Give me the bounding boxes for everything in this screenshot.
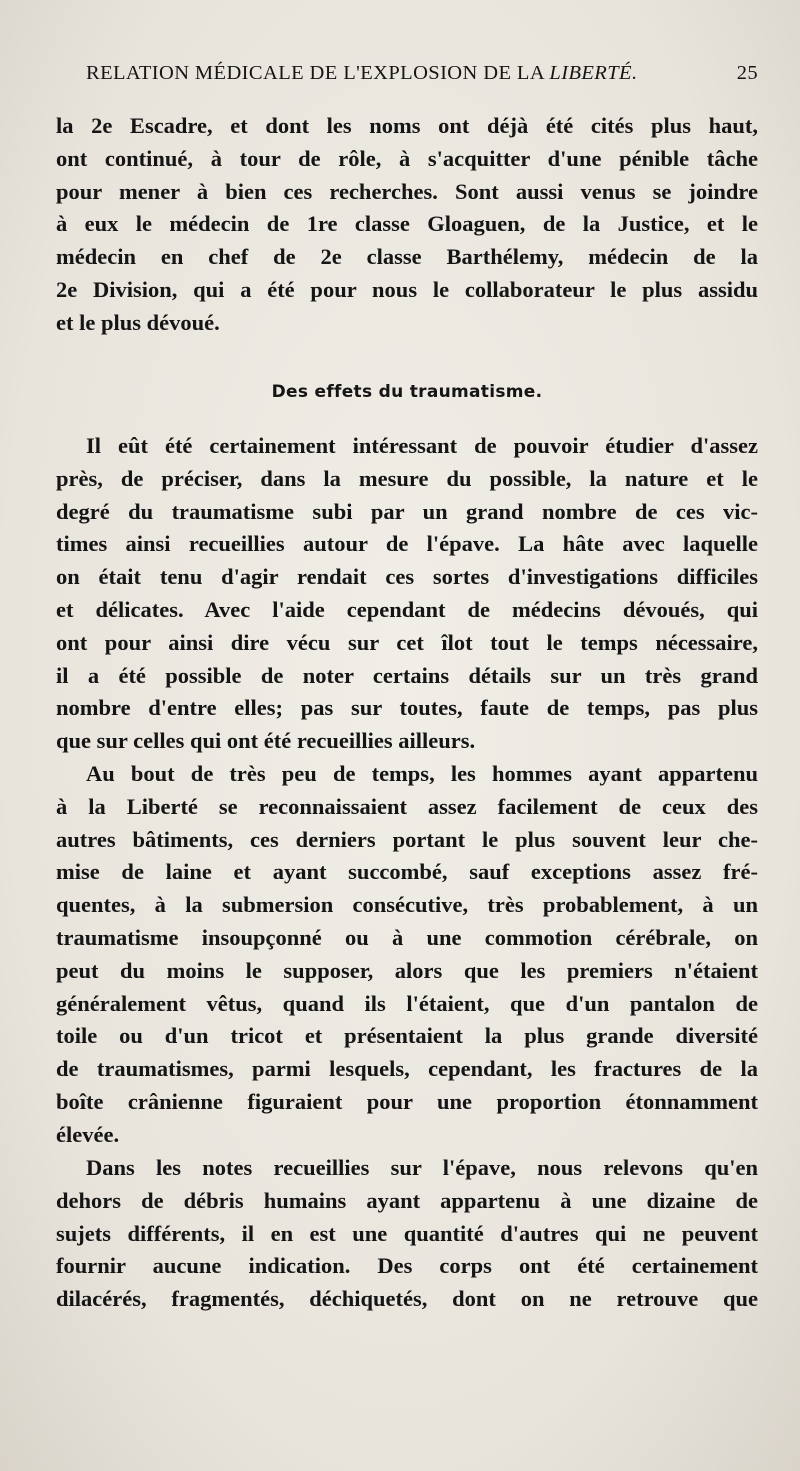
text-line: degré du traumatisme subi par un grand nombre de ces vic-: [56, 498, 758, 524]
text-line: et délicates. Avec l'aide cependant de médecins dévoués, qui: [56, 596, 758, 622]
paragraph-4: [56, 1152, 758, 1316]
page-number: 25: [736, 62, 758, 84]
text-line: boîte crânienne figuraient pour une proportion étonnamment: [56, 1088, 758, 1114]
paragraph-3: [56, 758, 758, 1152]
section-heading: Des effets du traumatisme.: [271, 382, 543, 402]
text-line: près, de préciser, dans la mesure du possible, la nature et le: [56, 465, 758, 491]
text-line: à la Liberté se reconnaissaient assez facilement de ceux des: [56, 793, 758, 819]
text-line: traumatisme insoupçonné ou à une commotion cérébrale, on: [56, 924, 758, 950]
text-line: ont pour ainsi dire vécu sur cet îlot tout le temps nécessaire,: [56, 629, 758, 655]
text-line: Dans les notes recueillies sur l'épave, nous relevons qu'en: [86, 1155, 758, 1180]
text-line: à eux le médecin de 1re classe Gloaguen, de la Justice, et le: [56, 211, 758, 237]
text-line: la 2e Escadre, et dont les noms ont déjà été cités plus haut,: [56, 113, 758, 138]
text-line: on était tenu d'agir rendait ces sortes d'investigations difficiles: [56, 564, 758, 590]
running-head-title-main: RELATION MÉDICALE DE L'EXPLOSION DE LA: [86, 62, 550, 84]
text-line: toile ou d'un tricot et présentaient la plus grande diversité: [56, 1023, 758, 1049]
text-line: Il eût été certainement intéressant de pouvoir étudier d'assez: [86, 433, 758, 458]
text-line: mise de laine et ayant succombé, sauf exceptions assez fré-: [56, 859, 758, 885]
text-line: 2e Division, qui a été pour nous le collaborateur le plus assidu: [56, 276, 758, 302]
text-line: il a été possible de noter certains détails sur un très grand: [56, 662, 758, 688]
text-line: sujets différents, il en est une quantité d'autres qui ne peuvent: [56, 1220, 758, 1246]
text-line: et le plus dévoué.: [56, 309, 220, 335]
text-line: médecin en chef de 2e classe Barthélemy, médecin de la: [56, 244, 758, 270]
text-line: times ainsi recueillies autour de l'épave. La hâte avec laquelle: [56, 531, 758, 557]
text-line: élevée.: [56, 1121, 120, 1147]
text-line: que sur celles qui ont été recueillies ailleurs.: [56, 728, 476, 754]
text-line: peut du moins le supposer, alors que les premiers n'étaient: [56, 957, 758, 983]
text-line: de traumatismes, parmi lesquels, cependant, les fractures de la: [56, 1056, 758, 1082]
text-line: dehors de débris humains ayant appartenu à une dizaine de: [56, 1187, 758, 1213]
running-head-title: [86, 62, 637, 85]
running-head: [86, 62, 758, 90]
paragraph-1: [56, 110, 758, 340]
text-line: ont continué, à tour de rôle, à s'acquitter d'une pénible tâche: [56, 145, 758, 171]
text-line: autres bâtiments, ces derniers portant le plus souvent leur che-: [56, 826, 758, 852]
text-line: nombre d'entre elles; pas sur toutes, faute de temps, pas plus: [56, 695, 758, 721]
paragraph-2: [56, 430, 758, 758]
text-line: Au bout de très peu de temps, les hommes ayant appartenu: [86, 761, 758, 786]
text-line: généralement vêtus, quand ils l'étaient, que d'un pantalon de: [56, 990, 758, 1016]
text-line: pour mener à bien ces recherches. Sont aussi venus se joindre: [56, 178, 758, 204]
text-line: dilacérés, fragmentés, déchiquetés, dont on ne retrouve que: [56, 1286, 758, 1312]
text-line: quentes, à la submersion consécutive, très probablement, à un: [56, 892, 758, 918]
running-head-title-italic: LIBERTÉ.: [549, 62, 638, 84]
text-line: fournir aucune indication. Des corps ont été certainement: [56, 1253, 758, 1279]
